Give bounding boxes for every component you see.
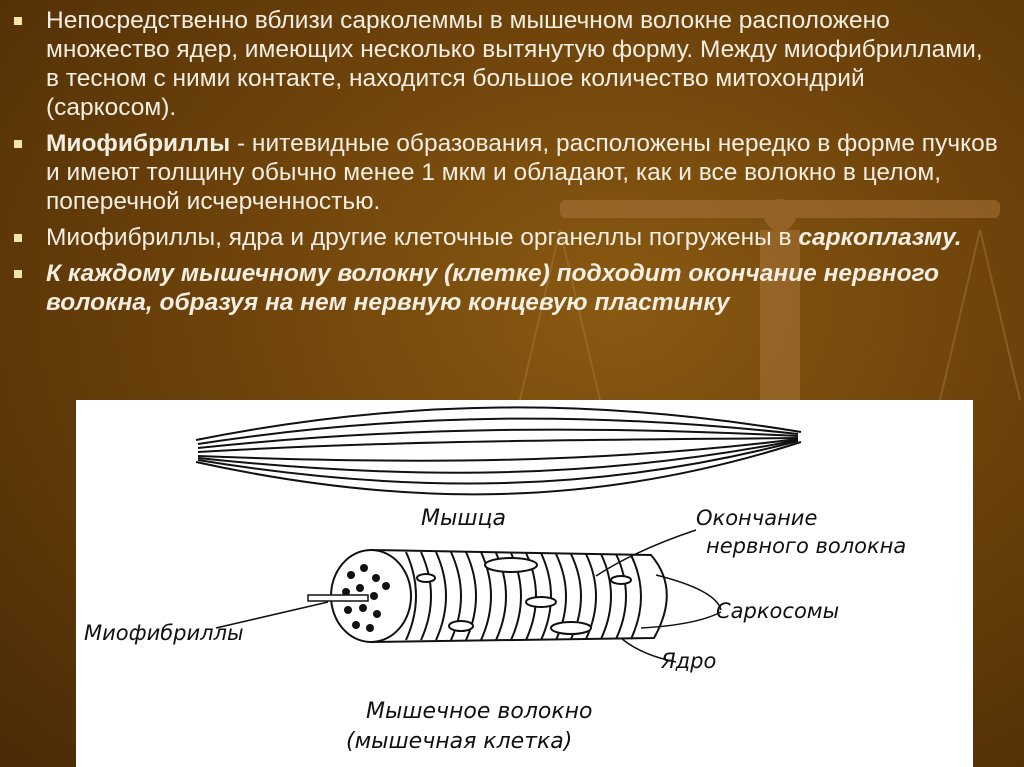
muscle-fiber-diagram bbox=[76, 400, 973, 767]
bullet-item bbox=[14, 6, 1014, 122]
label-muscle-cell: (мышечная клетка) bbox=[346, 729, 573, 754]
emphasis-sarcoplasm: саркоплазму. bbox=[798, 224, 962, 251]
label-nerve-fiber: нервного волокна bbox=[706, 534, 907, 558]
bullet-list bbox=[14, 6, 1014, 324]
bullet-text-emphasized: К каждому мышечному волокну (клетке) подходит окончание нервного волокна, образуя на нем нервную концевую пластинку bbox=[46, 260, 939, 316]
bullet-item bbox=[14, 223, 1014, 252]
term-myofibrils: Миофибриллы bbox=[46, 130, 231, 157]
bullet-item bbox=[14, 129, 1014, 216]
muscle-spindle bbox=[196, 407, 801, 494]
bullet-marker bbox=[14, 17, 22, 25]
bullet-marker bbox=[14, 234, 22, 242]
label-nerve-ending: Окончание bbox=[696, 506, 818, 530]
definition-text: - нитевидные образования, расположены нередко в форме пучков и имеют толщину обычно менее 1 мкм и обладают, как и все волокно в целом, поперечной исчерченностью. bbox=[46, 130, 998, 215]
label-sarcosomes: Саркосомы bbox=[716, 599, 840, 623]
bullet-text: Непосредственно вблизи сарколеммы в мышечном волокне расположено множество ядер, имеющих несколько вытянутую форму. Между миофибриллами, в тесном с ними контакте, находится большое количество митохондрий (саркосом). bbox=[46, 7, 983, 121]
bullet-marker bbox=[14, 140, 22, 148]
label-nucleus: Ядро bbox=[661, 649, 717, 673]
leader-lines bbox=[216, 530, 721, 662]
bullet-plain-text: Миофибриллы, ядра и другие клеточные органеллы погружены в bbox=[46, 224, 799, 251]
label-muscle: Мышца bbox=[421, 506, 506, 531]
bullet-marker bbox=[14, 270, 22, 278]
diagram-drawing bbox=[76, 400, 973, 767]
bullet-text bbox=[46, 129, 1001, 216]
label-myofibrils: Миофибриллы bbox=[84, 621, 244, 645]
bullet-item bbox=[14, 259, 1014, 317]
bullet-text bbox=[46, 223, 1001, 252]
label-muscle-fiber: Мышечное волокно bbox=[366, 699, 593, 724]
